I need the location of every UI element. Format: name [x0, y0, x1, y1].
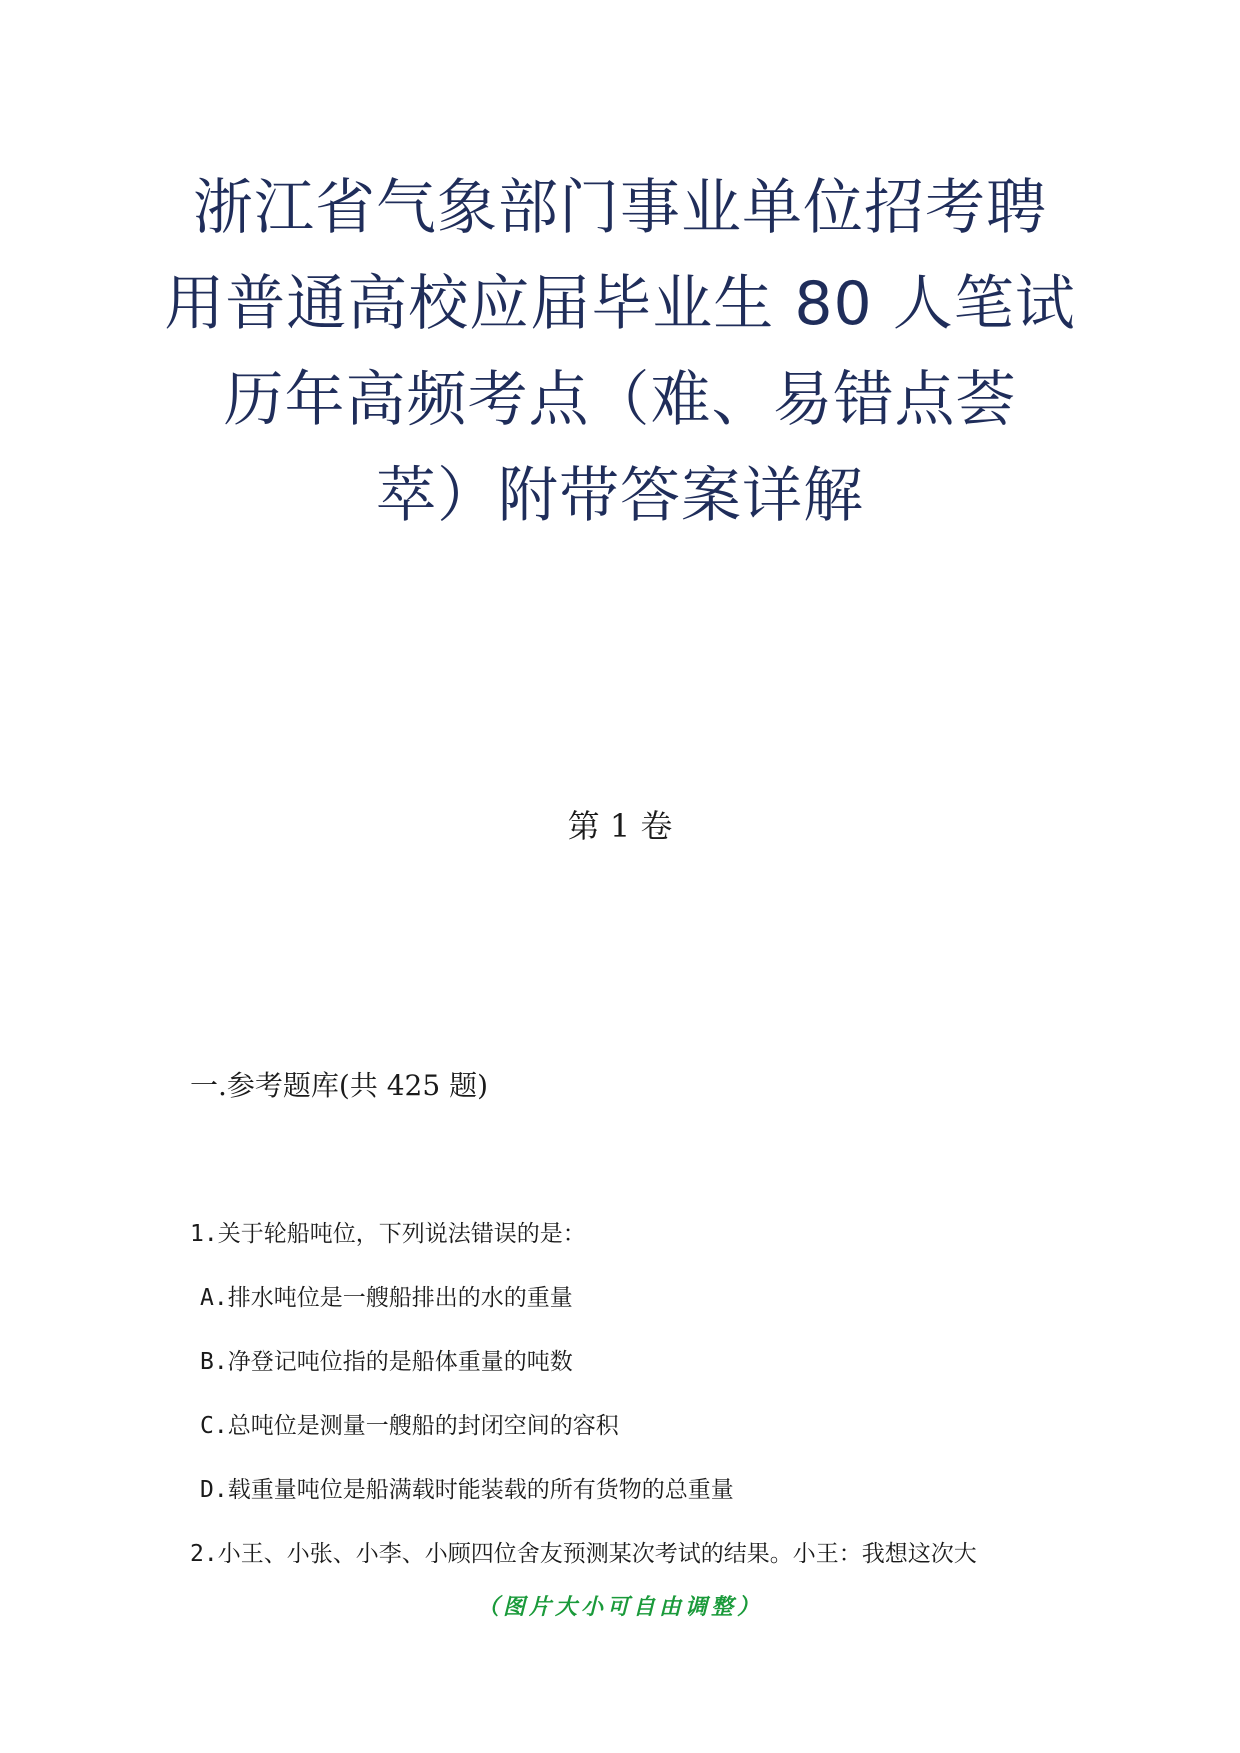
question-1-text: 1.关于轮船吨位，下列说法错误的是：	[190, 1221, 586, 1247]
section-heading: 一.参考题库(共 425 题)	[190, 1069, 488, 1102]
question-1-option-a: A.排水吨位是一艘船排出的水的重量	[200, 1285, 573, 1311]
title-line-1: 浙江省气象部门事业单位招考聘	[193, 173, 1047, 243]
volume-label: 第 1 卷	[567, 807, 673, 845]
title-line-2: 用普通高校应届毕业生 80 人笔试	[164, 269, 1076, 339]
question-2-text: 2.小王、小张、小李、小顾四位舍友预测某次考试的结果。小王：我想这次大	[190, 1541, 977, 1567]
question-1-option-d: D.载重量吨位是船满载时能装载的所有货物的总重量	[200, 1477, 734, 1503]
question-1-option-c: C.总吨位是测量一艘船的封闭空间的容积	[200, 1413, 619, 1439]
title-line-3: 历年高频考点（难、易错点荟	[223, 365, 1017, 435]
document-title	[140, 160, 1100, 544]
title-line-4: 萃）附带答案详解	[376, 461, 864, 531]
question-1-option-b: B.净登记吨位指的是船体重量的吨数	[200, 1349, 573, 1375]
image-size-note: （图片大小可自由调整）	[476, 1594, 763, 1620]
